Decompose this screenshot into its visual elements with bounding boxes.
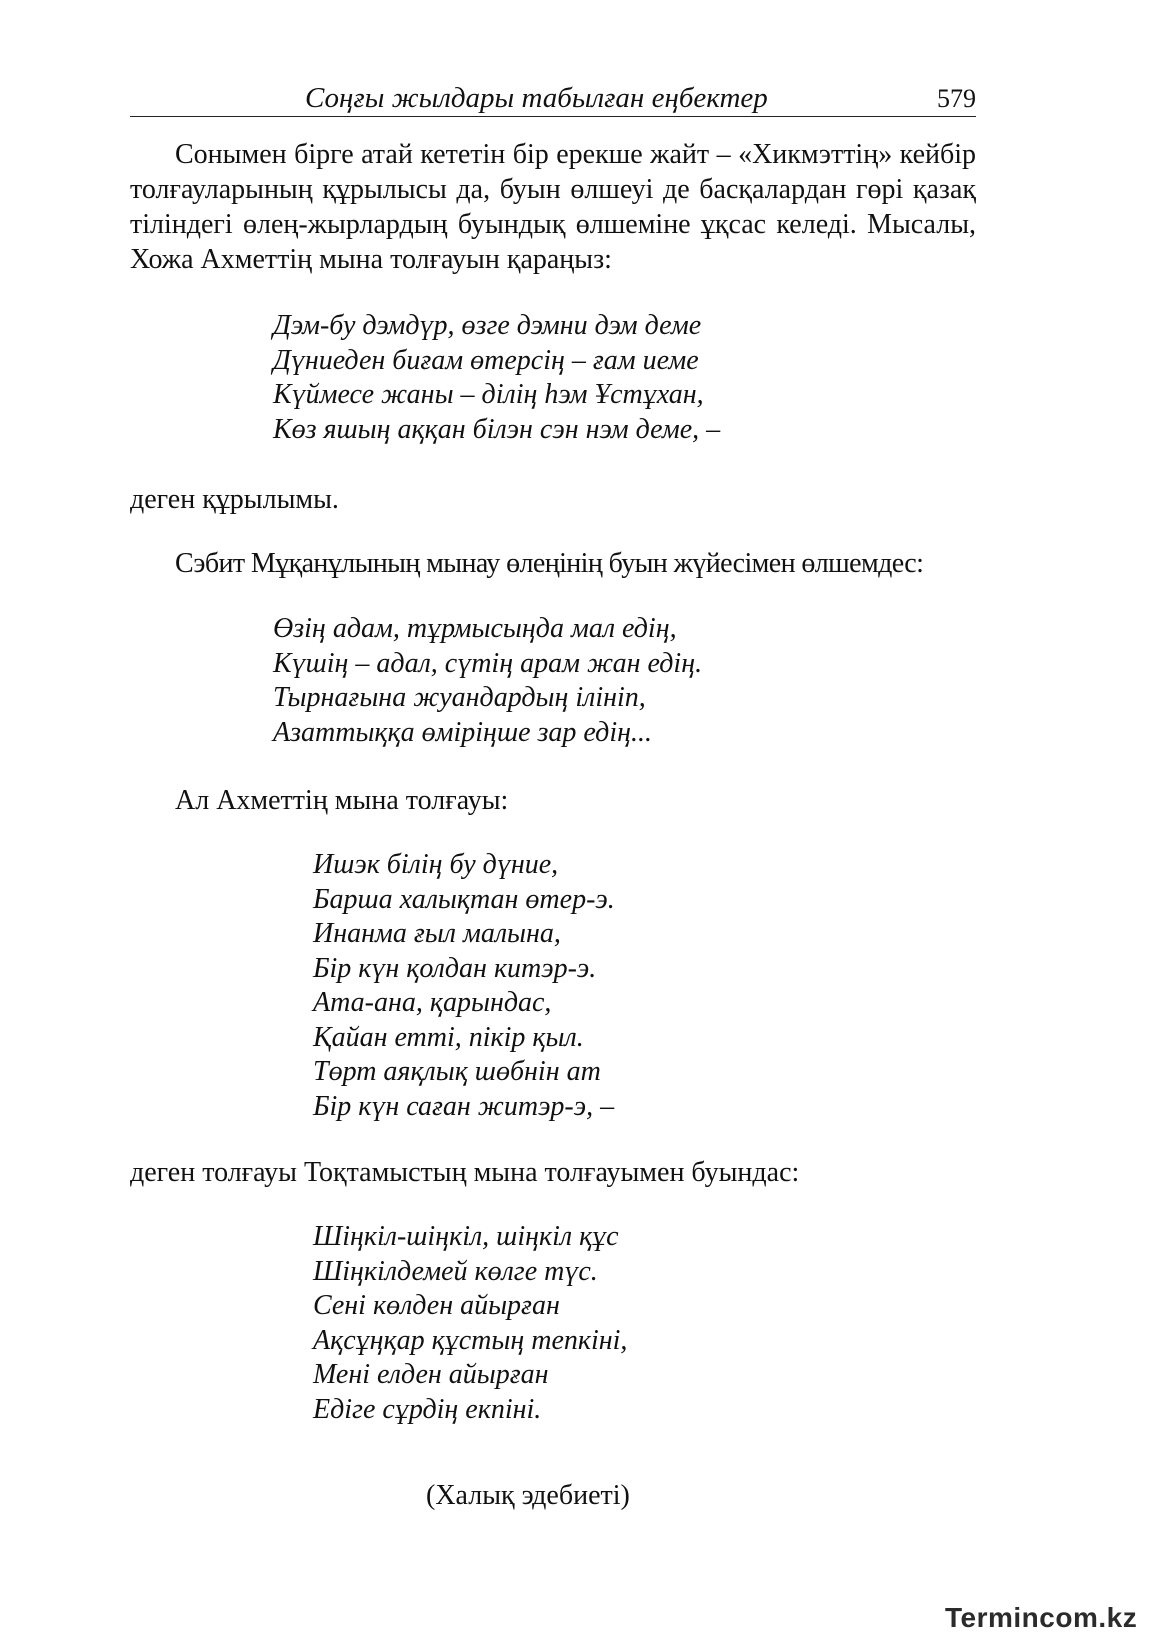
- verse-line: Барша халықтан өтер-э.: [313, 883, 615, 915]
- verse-line: Дэм-бу дэмдүр, өзге дэмни дэм деме: [273, 310, 702, 341]
- verse-source: (Халық эдебиеті): [426, 1480, 630, 1511]
- verse-line: Сені көлден айырған: [313, 1290, 560, 1321]
- verse-line: Шіңкіл-шіңкіл, шіңкіл құс: [313, 1221, 619, 1252]
- paragraph-1: Сонымен бірге атай кететін бір ерекше жайт – «Хикмэттің» кейбір толғауларының құрылысы да, буын өлшеуі де басқалардан гөрі қазақ тіліндегі өлең-жырлардың буындық өлшеміне ұқсас келеді. Мысалы, Хожа Ахметтің мына толғауын қараңыз:: [130, 139, 976, 275]
- verse-line: Бір күн саған житэр-э, –: [313, 1090, 615, 1122]
- watermark-logo: Termincom.kz: [945, 1602, 1138, 1633]
- verse-line: Азаттыққа өміріңше зар едің...: [273, 716, 652, 748]
- verse-3: [313, 848, 615, 1124]
- verse-2: [273, 612, 702, 750]
- verse-4: [313, 1220, 627, 1427]
- verse-line: Төрт аяқлық шөбнін ат: [313, 1056, 601, 1087]
- verse-line: Едіге сұрдің екпіні.: [313, 1393, 542, 1425]
- verse-line: Қайан етті, пікір қыл.: [313, 1021, 584, 1053]
- page-number: 579: [937, 84, 976, 113]
- header-title: Соңғы жылдары табылған еңбектер: [305, 82, 768, 114]
- verse-line: Күймесе жаны – ділің һэм Ұстұхан,: [273, 379, 704, 410]
- verse-line: Бір күн қолдан китэр-э.: [313, 952, 597, 984]
- line-before-verse-3: Ал Ахметтің мына толғауы:: [175, 785, 509, 816]
- verse-line: Күшің – адал, сүтің арам жан едің.: [273, 647, 703, 679]
- verse-line: Ата-ана, қарындас,: [313, 987, 552, 1018]
- verse-line: Ишэк білің бу дүние,: [313, 849, 559, 880]
- line-before-verse-4: деген толғауы Тоқтамыстың мына толғауымен буындас:: [130, 1157, 800, 1188]
- line-after-verse-1: деген құрылымы.: [130, 484, 339, 515]
- verse-line: Инанма ғыл малына,: [313, 918, 561, 949]
- verse-line: Дүниеден биғам өтерсің – ғам иеме: [273, 344, 699, 376]
- running-header: [130, 80, 976, 117]
- verse-line: Шіңкілдемей көлге түс.: [313, 1255, 598, 1287]
- verse-line: Мені елден айырған: [313, 1359, 549, 1390]
- line-before-verse-2: Сэбит Мұқанұлының мынау өлеңінің буын жүйесімен өлшемдес:: [175, 548, 924, 579]
- verse-line: Ақсұңқар құстың тепкіні,: [313, 1324, 628, 1356]
- verse-line: Өзің адам, тұрмысыңда мал едің,: [273, 613, 677, 644]
- verse-line: Көз яшың аққан білэн сэн нэм деме, –: [273, 413, 721, 445]
- verse-1: [273, 309, 720, 447]
- verse-line: Тырнағына жуандардың ілініп,: [273, 682, 646, 713]
